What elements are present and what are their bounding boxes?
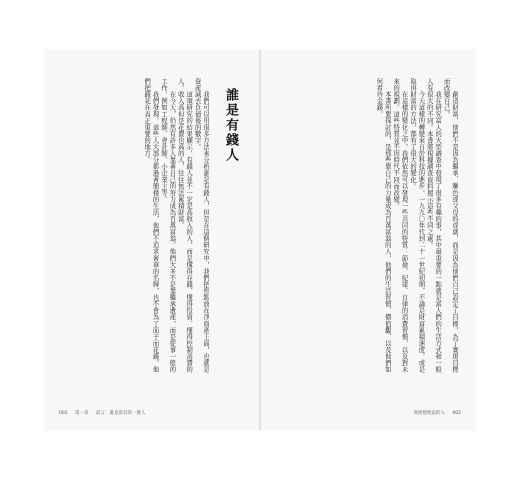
running-title: 寫給想致富的人 [413, 411, 445, 416]
paragraph: 創造財富，他們不是因為繼承、賺色或父母的成就，而是因為他們自己設定了目標，為了實現目標而改變自己。 [442, 78, 458, 373]
paragraph: 本書所要探討的，是那些靠自己的力量成為百萬富翁的人，他們的生活習慣、價值觀、以及他們如何看待金錢。 [375, 78, 391, 373]
right-page-footer [407, 410, 461, 416]
left-page-footer [59, 410, 151, 416]
paragraph: 今天這樣的轉變來自於科技的進步，一九九〇年代到二十一世紀初期，不論是財富累積速度，或是取得財富的方法，都有了很大的變化。 [408, 78, 425, 373]
paragraph: 我在研究富人的大型調查中發現了很多有趣的事，其中最重要的一點就是富人們的生活方式和一般人有很大的不同。本書將根據調查資料揭示這些不同之處。 [425, 78, 442, 373]
paragraph: 我們可以用很多方法來分析誰是有錢人，但是在這個研究中，我們把焦點放在淨資產上面，也就是資產減去負債後的數字。 [193, 78, 209, 373]
left-page-body [59, 78, 209, 378]
chapter-title: 前言：誰是富有的一群人 [95, 411, 146, 416]
paragraph: 在今天，仍然有許多人靠著自己的努力成為百萬富翁。他們大多不是靠繼承遺產，而是從事一般的工作，例如工程師、會計師、小企業主等。 [159, 78, 176, 373]
page-number: 002 [59, 411, 68, 416]
chapter-label: 第一章 [75, 411, 89, 416]
left-page [45, 50, 260, 430]
paragraph: 在這樣的變化之中，我們依然可以發現一些共同的特質：節儉、紀律、自律的消費習慣，以及對未來的規劃。這些特質並不因時代不同而改變。 [392, 78, 408, 373]
page-number: 002 [452, 411, 461, 416]
right-page-body [280, 78, 458, 378]
paragraph: 這項研究的結果顯示，有錢人並不一定是高收入的人，而是懂得存錢、懂得投資、懂得控制消費的人。收入高但是花費也高的人，往往無法累積財富。 [176, 78, 193, 373]
paragraph: 我們發現，這些人大部分都過著簡樸的生活，他們不追求奢華的名牌，也不會為了面子而花錢。他們把錢花在真正重要的地方。 [143, 78, 159, 373]
right-page [260, 50, 475, 430]
book-spread [45, 50, 475, 430]
section-title: 誰是有錢人 [223, 88, 238, 163]
